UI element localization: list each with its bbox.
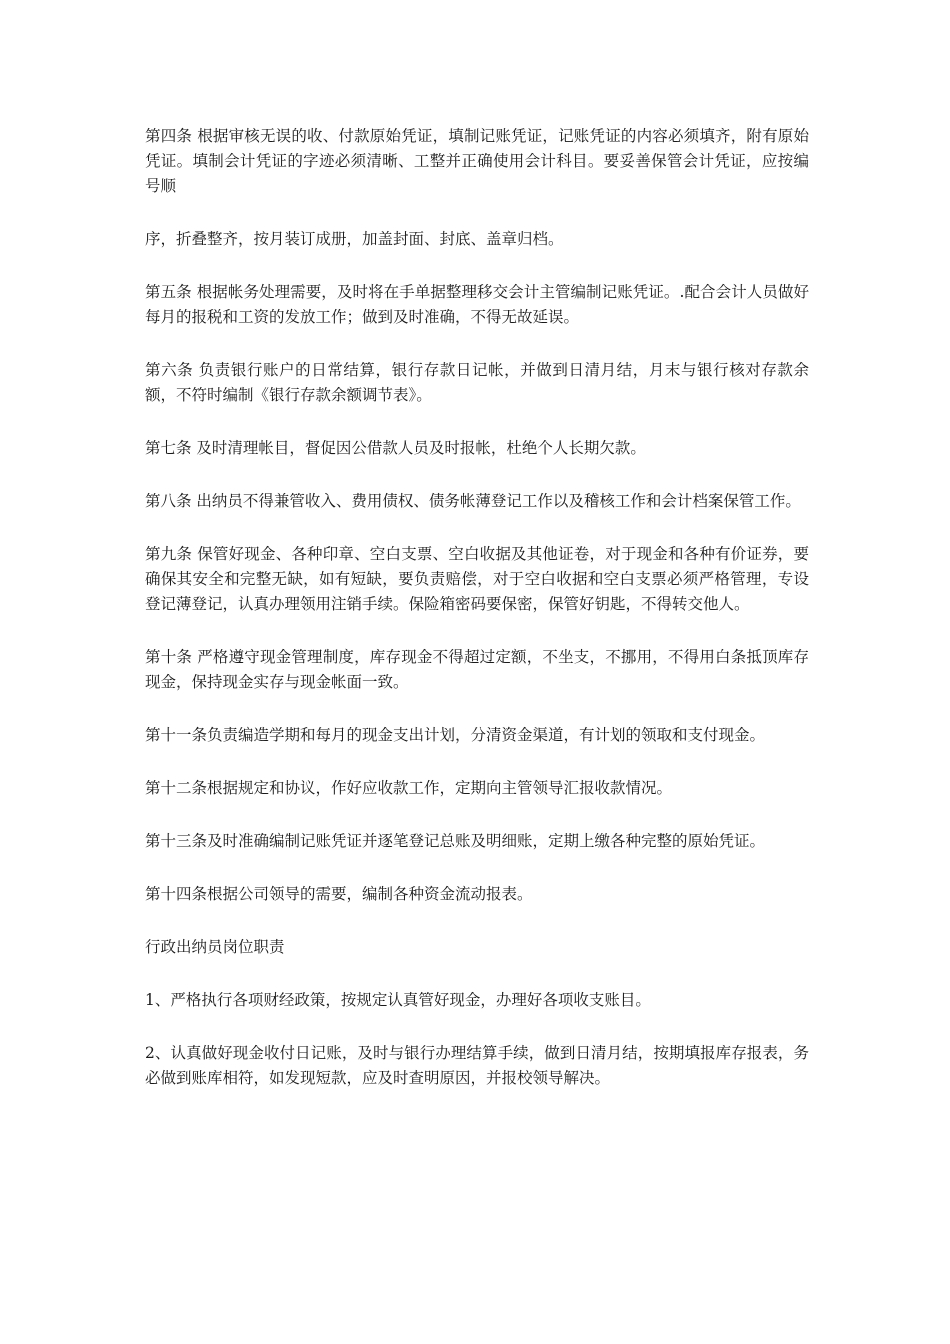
section-heading: 行政出纳员岗位职责 bbox=[145, 938, 285, 956]
paragraph-article-9: 第九条 保管好现金、各种印章、空白支票、空白收据及其他证卷，对于现金和各种有价证券，要确保其安全和完整无缺，如有短缺，要负责赔偿，对于空白收据和空白支票必须严格管理，专设登记薄登记，认真办理领用注销手续。保险箱密码要保密，保管好钥匙，不得转交他人。 bbox=[145, 545, 809, 613]
paragraph-article-6: 第六条 负责银行账户的日常结算，银行存款日记帐，并做到日清月结，月末与银行核对存款余额，不符时编制《银行存款余额调节表》。 bbox=[145, 361, 809, 404]
document-body bbox=[145, 124, 809, 1119]
paragraph-article-14: 第十四条根据公司领导的需要，编制各种资金流动报表。 bbox=[145, 885, 533, 903]
paragraph-article-13: 第十三条及时准确编制记账凭证并逐笔登记总账及明细账，定期上缴各种完整的原始凭证。 bbox=[145, 832, 766, 850]
paragraph-article-4: 第四条 根据审核无误的收、付款原始凭证，填制记账凭证，记账凭证的内容必须填齐，附有原始凭证。填制会计凭证的字迹必须清晰、工整并正确使用会计科目。要妥善保管会计凭证，应按编号顺 bbox=[145, 127, 809, 195]
paragraph-article-10: 第十条 严格遵守现金管理制度，库存现金不得超过定额，不坐支，不挪用，不得用白条抵顶库存现金，保持现金实存与现金帐面一致。 bbox=[145, 648, 809, 691]
list-item-2: 2、认真做好现金收付日记账，及时与银行办理结算手续，做到日清月结，按期填报库存报表，务必做到账库相符，如发现短款，应及时查明原因，并报校领导解决。 bbox=[145, 1044, 809, 1087]
paragraph-article-11: 第十一条负责编造学期和每月的现金支出计划，分清资金渠道，有计划的领取和支付现金。 bbox=[145, 726, 766, 744]
paragraph-article-7: 第七条 及时清理帐目，督促因公借款人员及时报帐，杜绝个人长期欠款。 bbox=[145, 439, 646, 457]
paragraph-article-4-continued: 序，折叠整齐，按月装订成册，加盖封面、封底、盖章归档。 bbox=[145, 230, 564, 248]
paragraph-article-8: 第八条 出纳员不得兼管收入、费用债权、债务帐薄登记工作以及稽核工作和会计档案保管工作。 bbox=[145, 492, 801, 510]
paragraph-article-5: 第五条 根据帐务处理需要，及时将在手单据整理移交会计主管编制记账凭证。.配合会计人员做好每月的报税和工资的发放工作；做到及时准确，不得无故延误。 bbox=[145, 283, 809, 326]
list-item-1: 1、严格执行各项财经政策，按规定认真管好现金，办理好各项收支账目。 bbox=[145, 991, 651, 1009]
paragraph-article-12: 第十二条根据规定和协议，作好应收款工作，定期向主管领导汇报收款情况。 bbox=[145, 779, 673, 797]
